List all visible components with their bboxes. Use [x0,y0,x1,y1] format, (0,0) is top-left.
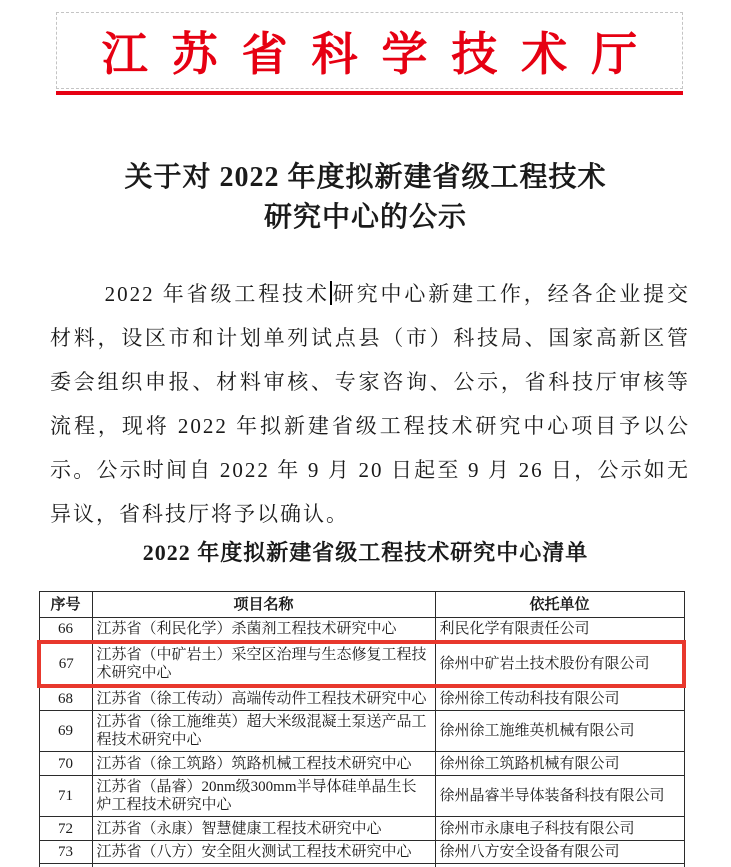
table-row [39,686,684,711]
col-header-project: 项目名称 [92,592,435,618]
org-name: 江苏省科学技术厅 [101,28,662,80]
row-unit-cell: 徐州八方安全设备有限公司 [435,841,684,864]
table-row [39,618,684,643]
row-project-cell: 江苏省（利民化学）杀菌剂工程技术研究中心 [92,618,435,643]
row-project-cell: 江苏省（徐工筑路）筑路机械工程技术研究中心 [92,752,435,776]
row-unit-cell: 徐州徐工筑路机械有限公司 [435,752,684,776]
row-no-cell: 66 [39,618,92,643]
table-row [39,752,684,776]
document-title [0,158,731,238]
col-header-no: 序号 [39,592,92,618]
letterhead-box [56,12,683,89]
row-project-cell: 江苏省（中矿岩土）采空区治理与生态修复工程技术研究中心 [92,642,435,686]
list-title: 2022 年度拟新建省级工程技术研究中心清单 [142,540,589,565]
row-unit-cell: 徐州中矿岩土技术股份有限公司 [435,642,684,686]
row-project-cell: 江苏省（八方）安全阻火测试工程技术研究中心 [92,841,435,864]
table-row [39,817,684,841]
row-unit-cell: 徐州徐工传动科技有限公司 [435,686,684,711]
row-no-cell [39,864,92,867]
row-no-cell: 73 [39,841,92,864]
row-project-cell [92,864,435,867]
body-text-before-cursor: 2022 年省级工程技术 [104,282,330,306]
row-no-cell: 67 [39,642,92,686]
document-text-area[interactable] [50,272,690,536]
row-no-cell: 68 [39,686,92,711]
letterhead-red-rule [56,91,683,95]
row-unit-cell: 徐州市永康电子科技有限公司 [435,817,684,841]
row-no-cell: 70 [39,752,92,776]
letterhead [56,12,683,95]
research-centers-table-wrap [37,591,686,867]
row-project-cell: 江苏省（徐工传动）高端传动件工程技术研究中心 [92,686,435,711]
row-no-cell: 71 [39,776,92,817]
row-unit-cell: 徐州徐工施维英机械有限公司 [435,711,684,752]
col-header-unit: 依托单位 [435,592,684,618]
table-row-partial [39,864,684,867]
row-unit-cell: 徐州晶睿半导体装备科技有限公司 [435,776,684,817]
body-text-after-cursor: 研究中心新建工作，经各企业提交材料，设区市和计划单列试点县（市）科技局、国家高新区管委会组织申报、材料审核、专家咨询、公示，省科技厅审核等流程，现将 2022 年拟新建省级工程技术研究中心项目予以公示。公示时间自 2022 年 9 月 20 日起至 9 月 26 日，公示如无异议，省科技厅将予以确认。 [50,282,691,526]
table-header-row [39,592,684,618]
row-unit-cell [435,864,684,867]
table-row [39,841,684,864]
table-row [39,711,684,752]
row-project-cell: 江苏省（徐工施维英）超大米级混凝土泵送产品工程技术研究中心 [92,711,435,752]
row-project-cell: 江苏省（晶睿）20nm级300mm半导体硅单晶生长炉工程技术研究中心 [92,776,435,817]
row-unit-cell: 利民化学有限责任公司 [435,618,684,643]
row-no-cell: 72 [39,817,92,841]
research-centers-table [37,591,686,867]
table-row [39,642,684,686]
document-title-line2: 研究中心的公示 [263,202,467,233]
row-no-cell: 69 [39,711,92,752]
document-title-line1: 关于对 2022 年度拟新建省级工程技术 [124,162,607,193]
row-project-cell: 江苏省（永康）智慧健康工程技术研究中心 [92,817,435,841]
table-row [39,776,684,817]
